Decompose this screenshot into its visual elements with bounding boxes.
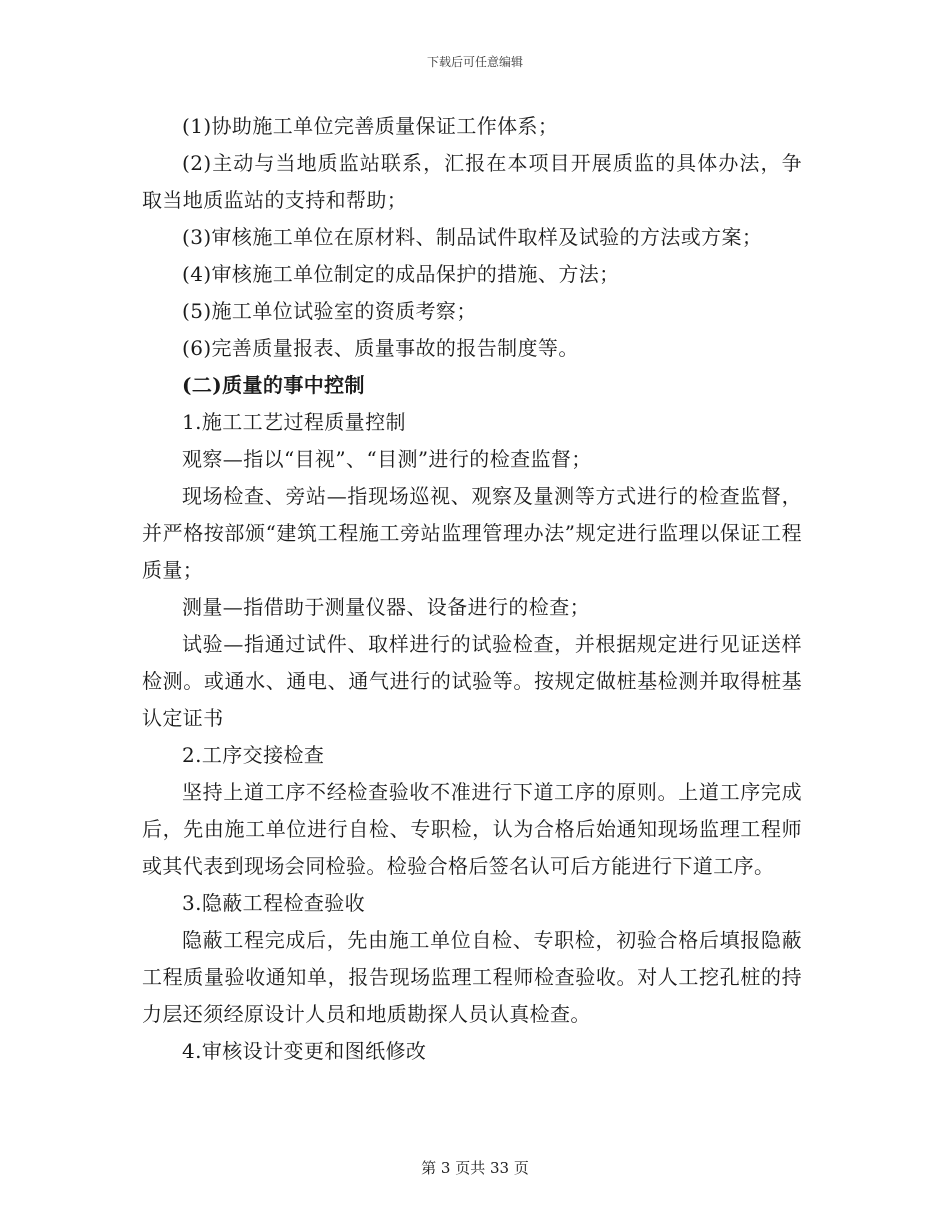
paragraph-4: (4)审核施工单位制定的成品保护的措施、方法； — [182, 262, 620, 286]
paragraph-2: (2)主动与当地质监站联系，汇报在本项目开展质监的具体办法，争取当地质监站的支持和帮助； — [142, 151, 802, 212]
paragraph-onsite-check: 现场检查、旁站—指现场巡视、观察及量测等方式进行的检查监督，并严格按部颁“建筑工程施工旁站监理管理办法”规定进行监理以保证工程质量； — [142, 484, 802, 582]
subheading-3: 3.隐蔽工程检查验收 — [182, 891, 366, 915]
paragraph-test: 试验—指通过试件、取样进行的试验检查，并根据规定进行见证送样检测。或通水、通电、通气进行的试验等。按规定做桩基检测并取得桩基认定证书 — [142, 632, 802, 730]
paragraph-measure: 测量—指借助于测量仪器、设备进行的检查； — [182, 595, 590, 619]
paragraph-6: (6)完善质量报表、质量事故的报告制度等。 — [182, 336, 579, 360]
paragraph-handover: 坚持上道工序不经检查验收不准进行下道工序的原则。上道工序完成后，先由施工单位进行自检、专职检，认为合格后始通知现场监理工程师或其代表到现场会同检验。检验合格后签名认可后方能进行下道工序。 — [142, 780, 802, 878]
document-body — [142, 108, 802, 1070]
subheading-1: 1.施工工艺过程质量控制 — [182, 410, 406, 434]
page-footer: 第 3 页共 33 页 — [421, 1159, 529, 1177]
subheading-4: 4.审核设计变更和图纸修改 — [182, 1039, 427, 1063]
page-header: 下载后可任意编辑 — [426, 55, 523, 69]
paragraph-5: (5)施工单位试验室的资质考察； — [182, 299, 477, 323]
paragraph-concealed: 隐蔽工程完成后，先由施工单位自检、专职检，初验合格后填报隐蔽工程质量验收通知单，报告现场监理工程师检查验收。对人工挖孔桩的持力层还须经原设计人员和地质勘探人员认真检查。 — [142, 928, 802, 1026]
paragraph-observe: 观察—指以“目视”、“目测”进行的检查监督； — [182, 447, 592, 471]
paragraph-1: (1)协助施工单位完善质量保证工作体系； — [182, 114, 559, 138]
subheading-2: 2.工序交接检查 — [182, 743, 325, 767]
paragraph-3: (3)审核施工单位在原材料、制品试件取样及试验的方法或方案； — [182, 225, 763, 249]
section-heading: (二)质量的事中控制 — [182, 373, 365, 397]
